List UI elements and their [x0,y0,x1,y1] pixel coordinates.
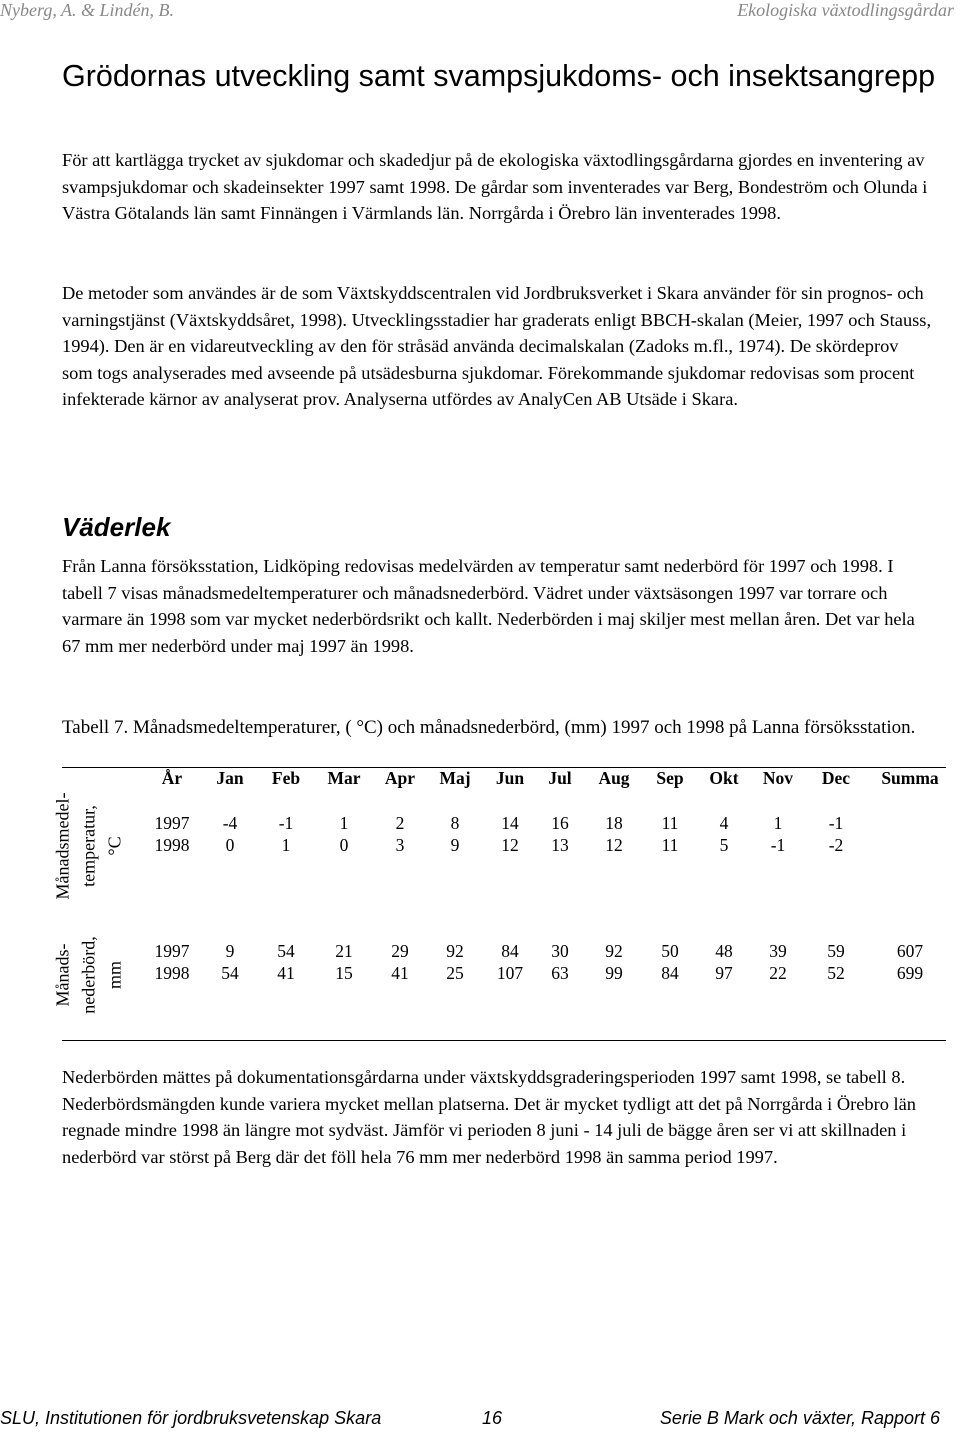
table-cell: 25 [446,963,464,983]
table-cell: 84 [661,963,679,983]
table-cell: 92 [605,941,623,961]
header-cell: Mar [327,768,361,788]
table-cell: -2 [828,835,844,855]
table-cell: 1998 [154,963,190,983]
table-cell: 30 [551,941,569,961]
table-cell: 9 [225,941,235,961]
table-cell: 54 [221,963,239,983]
temp-label-box [51,792,124,900]
table-cell: 8 [450,813,460,833]
table-cell: 22 [769,963,787,983]
header-cell: År [161,768,183,788]
table-cell: 16 [551,813,569,833]
table-cell: 5 [719,835,729,855]
table-cell: 0 [225,835,235,855]
running-header-authors: Nyberg, A. & Lindén, B. [0,0,174,20]
table-cell: 1 [773,813,783,833]
section-heading-weather: Väderlek [62,512,171,542]
table-bottom-rule [62,1040,946,1041]
table-cell: 12 [501,835,519,855]
table-cell: 12 [605,835,623,855]
header-cell: Okt [709,768,739,788]
table-cell: 107 [496,963,524,983]
table-cell: 1998 [154,835,190,855]
table-cell: 41 [391,963,409,983]
table-cell: 48 [715,941,733,961]
table-cell: 92 [446,941,464,961]
table-cell: 15 [335,963,353,983]
footer-series: Serie B Mark och växter, Rapport 6 [659,1408,940,1428]
table-cell: 0 [339,835,349,855]
table-cell: 52 [827,963,845,983]
table-cell: -1 [770,835,786,855]
header-cell: Apr [384,768,416,788]
paragraph-inventory: För att kartlägga trycket av sjukdomar och skadedjur på de ekologiska växtodlingsgårdarna gjordes en inventering av svampsjukdomar och skadeinsekter 1997 samt 1998. De gårdar som inventerades var Berg, Bondeström och Olunda i Västra Götalands län samt Finnängen i Värmlands län. Norrgårda i Örebro län inventerades 1998. [62,150,928,223]
footer-institution: SLU, Institutionen för jordbruksvetenskap Skara [0,1408,382,1428]
header-cell: Sep [656,768,684,788]
paragraph-methods: De metoder som användes är de som Växtskyddscentralen vid Jordbruksverket i Skara använder för sin prognos- och varningstjänst (Växtskyddsåret, 1998). Utvecklingsstadier har graderats enligt BBCH-skalan (Meier, 1997 och Stauss, 1994). Den är en vidareutveckling av den för stråsäd använda decimalskalan (Zadoks m.fl., 1974). De skördeprov som togs analyserades med avseende på utsädesburna sjukdomar. Förekommande sjukdomar redovisas som procent infekterade kärnor av analyserat prov. Analyserna utfördes av AnalyCen AB Utsäde i Skara. [62,283,932,409]
table-cell: 1 [339,813,349,833]
table-cell: 14 [501,813,519,833]
table-caption: Tabell 7. Månadsmedeltemperaturer, ( °C) och månadsnederbörd, (mm) 1997 och 1998 på Lanna försöksstation. [62,717,916,738]
table-cell: 9 [450,835,460,855]
table-cell: 59 [827,941,845,961]
table-cell: -4 [222,813,238,833]
table-cell: 97 [715,963,733,983]
header-cell: Aug [598,768,630,788]
table-cell: 2 [395,813,405,833]
header-cell: Feb [271,768,301,788]
table-cell: 607 [896,941,924,961]
table-cell: 29 [391,941,409,961]
header-cell: Summa [881,768,939,788]
paragraph-precipitation: Nederbörden mättes på dokumentationsgårdarna under växtskyddsgraderingsperioden 1997 samt 1998, se tabell 8. Nederbördsmängden kunde variera mycket mellan platserna. Det är mycket tydligt att det på Norrgårda i Örebro län regnade mindre 1998 än längre mot sydväst. Jämför vi perioden 8 juni - 14 juli de bägge åren ser vi att skillnaden i nederbörd var störst på Berg där det föll hela 76 mm mer nederbörd 1998 än samma period 1997. [62,1067,916,1167]
table-cell: 11 [661,813,679,833]
table-cell: 21 [335,941,353,961]
table-cell: 39 [769,941,787,961]
header-cell: Jun [495,768,525,788]
section-heading-crops: Grödornas utveckling samt svampsjukdoms- och insektsangrepp [62,59,936,93]
table-cell: -1 [278,813,294,833]
temperature-group-label: Månadsmedel- temperatur, °C [51,792,124,900]
paragraph-weather: Från Lanna försöksstation, Lidköping redovisas medelvärden av temperatur samt nederbörd för 1997 och 1998. I tabell 7 visas månadsmedeltemperaturer och månadsnederbörd. Vädret under växtsäsongen 1997 var torrare och varmare än 1998 som var mycket nederbördsrikt och kallt. Nederbörden i maj skiljer mest mellan åren. Det var hela 67 mm mer nederbörd under maj 1997 än 1998. [62,556,915,656]
running-header-title: Ekologiska växtodlingsgårdar [737,0,954,20]
table-cell: 41 [277,963,295,983]
table-cell: 13 [551,835,569,855]
table-cell: 3 [395,835,405,855]
precipitation-group-label: Månads- nederbörd, mm [52,936,125,1014]
table-cell: 54 [277,941,295,961]
table-cell: 84 [501,941,519,961]
table-cell: 50 [661,941,679,961]
table-cell: 63 [551,963,569,983]
precip-label-box [52,936,125,1014]
header-cell: Jan [216,768,244,788]
table-cell: 11 [661,835,679,855]
header-cell: Maj [439,768,471,788]
header-cell: Nov [762,768,794,788]
footer-page-number: 16 [482,1408,503,1428]
table-cell: 4 [719,813,729,833]
table-cell: 18 [605,813,623,833]
table-cell: 1 [281,835,291,855]
table-cell: 699 [896,963,924,983]
header-cell: Dec [821,768,851,788]
table-cell: -1 [828,813,844,833]
table-cell: 1997 [154,813,190,833]
header-cell: Jul [548,768,572,788]
table-cell: 1997 [154,941,190,961]
table-cell: 99 [605,963,623,983]
